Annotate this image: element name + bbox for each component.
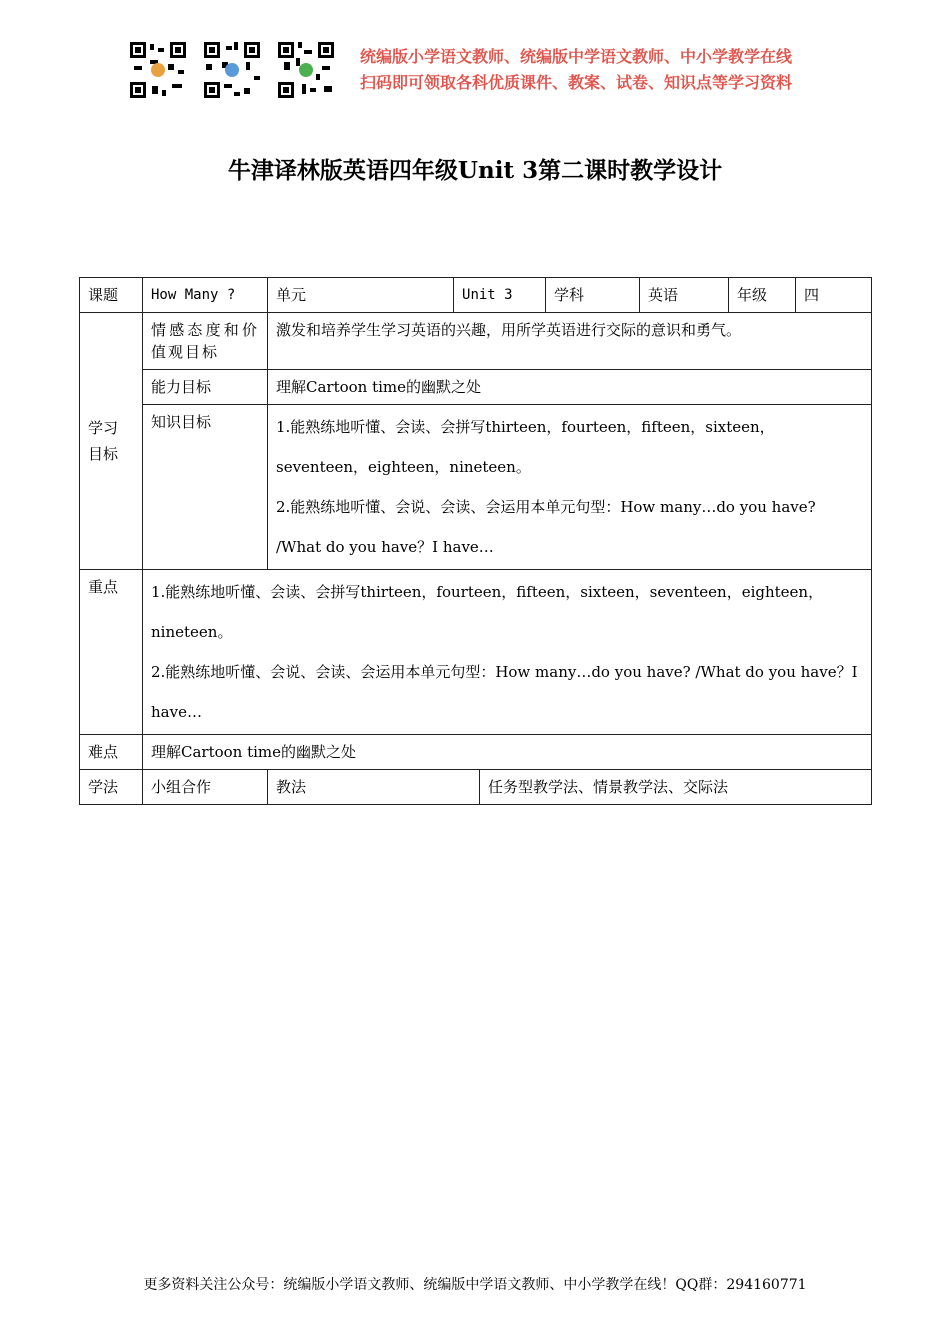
lesson-plan-table <box>79 277 872 805</box>
difficulty-label: 难点 <box>80 735 143 770</box>
goals-label <box>80 313 143 570</box>
table-row <box>80 313 872 370</box>
topic-label: 课题 <box>80 278 143 313</box>
key-points-label: 重点 <box>80 570 143 735</box>
table-row <box>80 735 872 770</box>
table-row <box>80 405 872 570</box>
qr-code-icon <box>128 40 188 100</box>
table-row <box>80 370 872 405</box>
table-row <box>80 770 872 805</box>
table-row <box>80 278 872 313</box>
knowledge-goal-label: 知识目标 <box>143 405 268 570</box>
difficulty-text: 理解Cartoon time的幽默之处 <box>143 735 872 770</box>
key-points-text <box>143 570 872 735</box>
attitude-goal-text: 激发和培养学生学习英语的兴趣，用所学英语进行交际的意识和勇气。 <box>268 313 872 370</box>
banner-line: 扫码即可领取各科优质课件、教案、试卷、知识点等学习资料 <box>360 73 793 92</box>
qr-code-row <box>128 40 336 100</box>
subject-label: 学科 <box>546 278 640 313</box>
grade-label: 年级 <box>729 278 796 313</box>
knowledge-goal-text <box>268 405 872 570</box>
table-row <box>80 570 872 735</box>
knowledge-goal-item: 2.能熟练地听懂、会说、会读、会运用本单元句型：How many…do you have? /What do you have？I have… <box>276 498 816 556</box>
learning-method-value: 小组合作 <box>143 770 268 805</box>
key-point-item: 1.能熟练地听懂、会读、会拼写thirteen，fourteen，fifteen，sixteen，seventeen，eighteen，nineteen。 <box>151 583 824 641</box>
unit-value: Unit 3 <box>454 278 546 313</box>
ability-goal-label: 能力目标 <box>143 370 268 405</box>
grade-value: 四 <box>796 278 872 313</box>
attitude-goal-label: 情感态度和价值观目标 <box>143 313 268 370</box>
qr-code-icon <box>276 40 336 100</box>
document-title: 牛津译林版英语四年级Unit 3第二课时教学设计 <box>227 157 723 184</box>
key-point-item: 2.能熟练地听懂、会说、会读、会运用本单元句型：How many…do you have? /What do you have？I have… <box>151 663 858 721</box>
promo-banner <box>360 44 792 96</box>
unit-label: 单元 <box>268 278 454 313</box>
learning-method-label: 学法 <box>80 770 143 805</box>
topic-value: How Many ? <box>143 278 268 313</box>
ability-goal-text: 理解Cartoon time的幽默之处 <box>268 370 872 405</box>
banner-line: 统编版小学语文教师、统编版中学语文教师、中小学教学在线 <box>360 47 793 66</box>
teaching-method-label: 教法 <box>268 770 480 805</box>
teaching-method-value: 任务型教学法、情景教学法、交际法 <box>480 770 872 805</box>
goals-label-text: 学习目标 <box>88 419 119 463</box>
page-footer: 更多资料关注公众号：统编版小学语文教师、统编版中学语文教师、中小学教学在线！QQ群：294160771 <box>143 1277 807 1293</box>
qr-code-icon <box>202 40 262 100</box>
subject-value: 英语 <box>640 278 729 313</box>
knowledge-goal-item: 1.能熟练地听懂、会读、会拼写thirteen，fourteen，fifteen，sixteen，seventeen，eighteen，nineteen。 <box>276 418 775 476</box>
